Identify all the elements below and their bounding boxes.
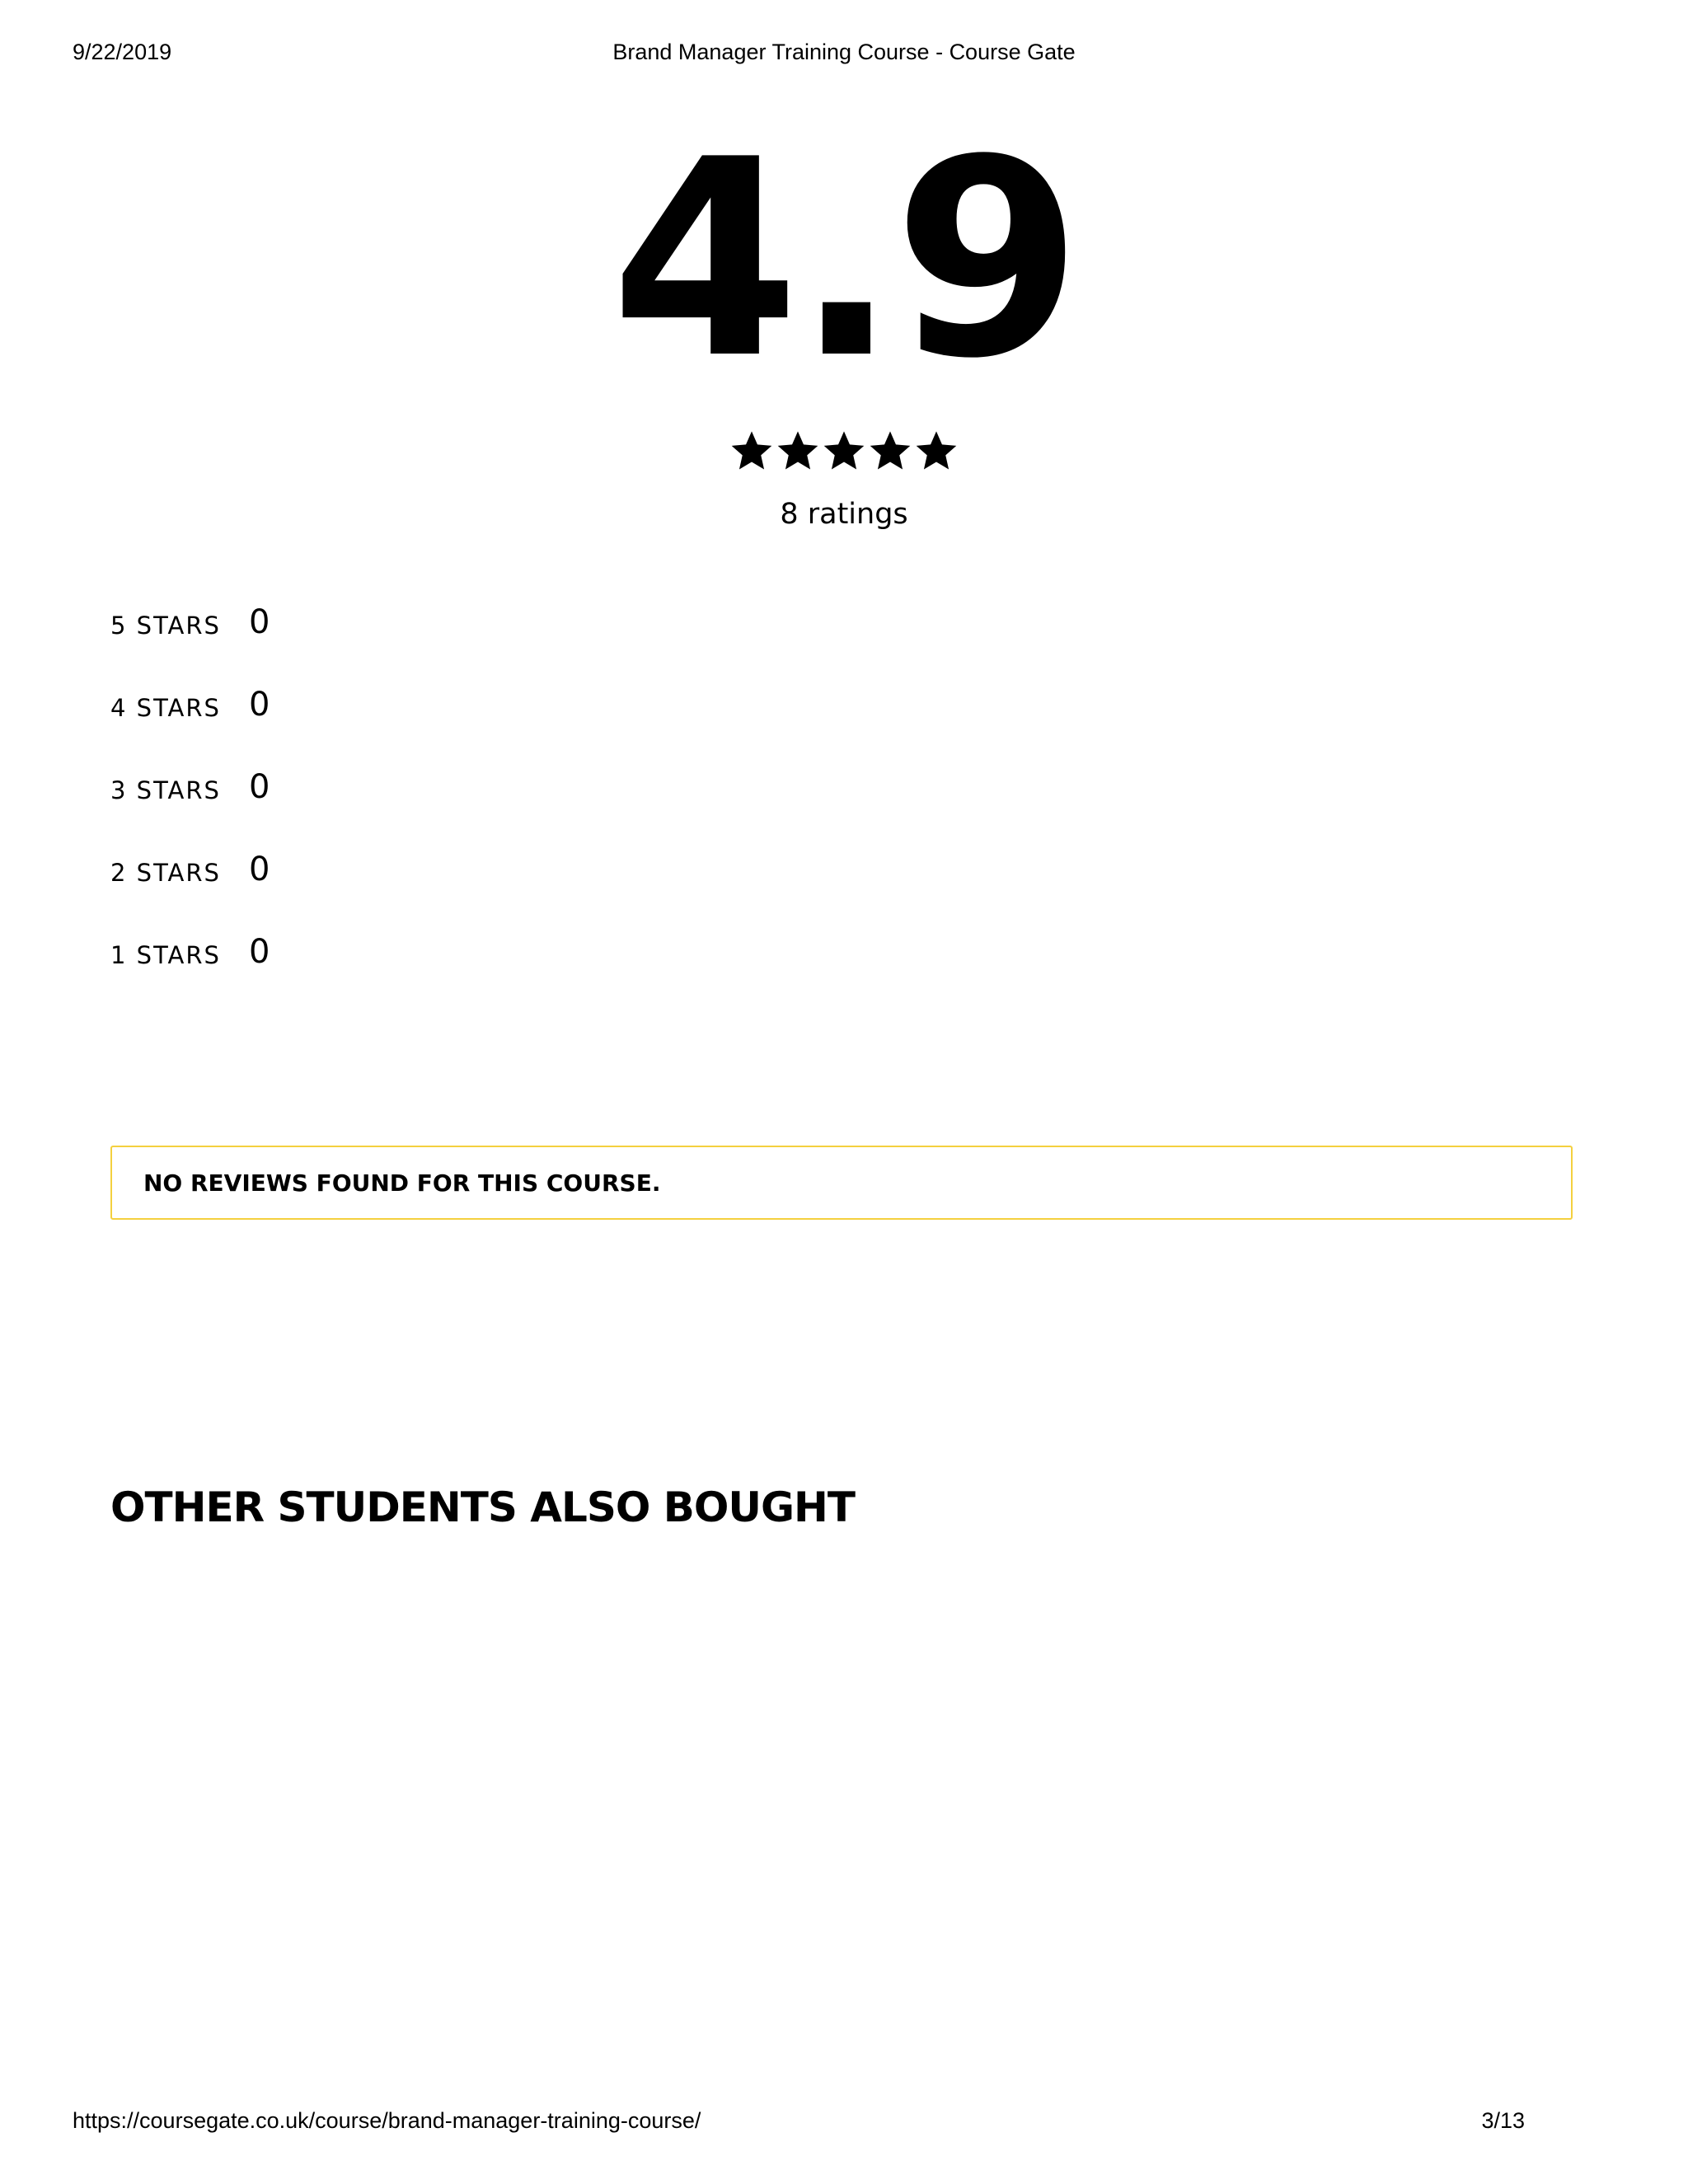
breakdown-count: 0 xyxy=(249,686,270,724)
print-header xyxy=(73,40,1615,68)
breakdown-label: 1 STARS xyxy=(110,941,221,969)
star-icon xyxy=(822,429,866,473)
breakdown-row-4 xyxy=(110,686,270,768)
breakdown-count: 0 xyxy=(249,768,270,806)
print-date: 9/22/2019 xyxy=(73,40,172,64)
star-icon xyxy=(914,429,959,473)
breakdown-label: 5 STARS xyxy=(110,612,221,640)
breakdown-label: 2 STARS xyxy=(110,859,221,887)
breakdown-count: 0 xyxy=(249,933,270,971)
star-icon xyxy=(729,429,774,473)
average-rating: 4.9 xyxy=(610,101,1078,418)
breakdown-row-3 xyxy=(110,768,270,851)
breakdown-row-2 xyxy=(110,851,270,933)
print-footer xyxy=(73,2108,1615,2136)
star-icon xyxy=(776,429,820,473)
breakdown-label: 4 STARS xyxy=(110,694,221,722)
breakdown-count: 0 xyxy=(249,851,270,888)
print-page-title: Brand Manager Training Course - Course Gate xyxy=(612,40,1076,64)
print-url: https://coursegate.co.uk/course/brand-manager-training-course/ xyxy=(73,2108,701,2133)
print-page-number: 3/13 xyxy=(1481,2108,1525,2133)
breakdown-count: 0 xyxy=(249,603,270,641)
breakdown-row-5 xyxy=(110,603,270,686)
related-courses-heading: OTHER STUDENTS ALSO BOUGHT xyxy=(110,1483,855,1531)
rating-breakdown xyxy=(110,603,270,1015)
star-icon xyxy=(868,429,912,473)
breakdown-row-1 xyxy=(110,933,270,1015)
no-reviews-notice: NO REVIEWS FOUND FOR THIS COURSE. xyxy=(110,1146,1573,1220)
ratings-count: 8 ratings xyxy=(780,498,908,531)
breakdown-label: 3 STARS xyxy=(110,776,221,804)
star-rating xyxy=(0,429,1688,473)
